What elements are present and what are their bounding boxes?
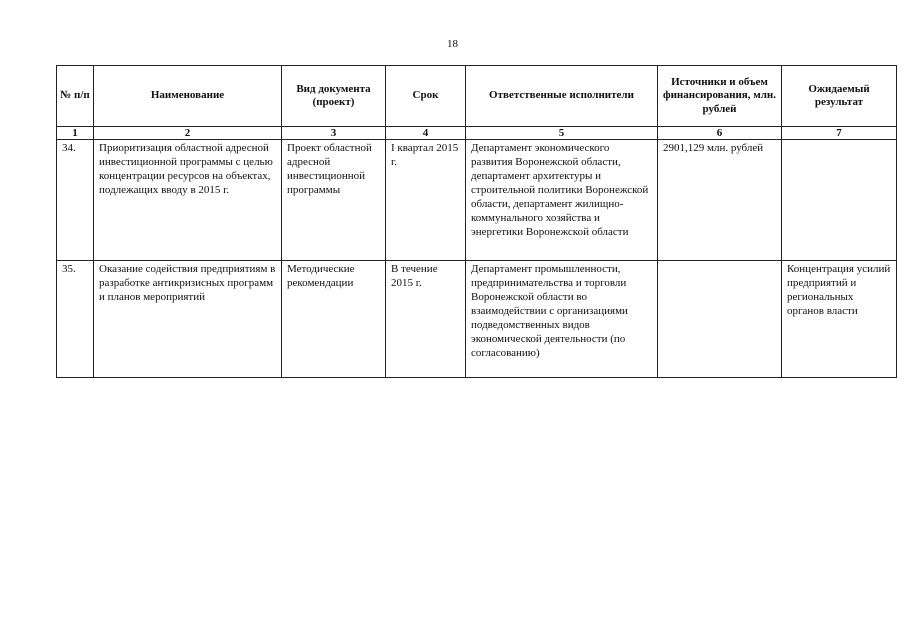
row-term: I квартал 2015 г. (386, 140, 466, 261)
row-result (782, 140, 897, 261)
plan-table (56, 65, 897, 378)
header-row (57, 66, 897, 127)
column-number: 4 (386, 127, 466, 140)
column-number: 1 (57, 127, 94, 140)
row-number: 34. (57, 140, 94, 261)
header-term: Срок (386, 66, 466, 127)
row-result: Концентрация усилий предприятий и региональных органов власти (782, 261, 897, 378)
table-row (57, 140, 897, 261)
page-number: 18 (447, 38, 458, 50)
row-doc-type: Методические рекомендации (282, 261, 386, 378)
row-executors: Департамент экономического развития Воронежской области, департамент архитектуры и строительной политики Воронежской области, департамент жилищно-коммунального хозяйства и энергетики Воронежской области (466, 140, 658, 261)
table-row (57, 261, 897, 378)
column-number: 6 (658, 127, 782, 140)
header-financing: Источники и объем финансирования, млн. рублей (658, 66, 782, 127)
row-doc-type: Проект областной адресной инвестиционной программы (282, 140, 386, 261)
row-name: Приоритизация областной адресной инвестиционной программы с целью концентрации ресурсов на объектах, подлежащих вводу в 2015 г. (94, 140, 282, 261)
row-name: Оказание содействия предприятиям в разработке антикризисных программ и планов мероприятий (94, 261, 282, 378)
row-executors: Департамент промышленности, предпринимательства и торговли Воронежской области во взаимодействии с организациями подведомственных видов экономической деятельности (по согласованию) (466, 261, 658, 378)
row-financing (658, 261, 782, 378)
header-result: Ожидаемый результат (782, 66, 897, 127)
column-number: 5 (466, 127, 658, 140)
column-number: 7 (782, 127, 897, 140)
column-number: 3 (282, 127, 386, 140)
column-number-row (57, 127, 897, 140)
row-term: В течение 2015 г. (386, 261, 466, 378)
header-name: Наименование (94, 66, 282, 127)
header-doc-type: Вид документа (проект) (282, 66, 386, 127)
header-number: № п/п (57, 66, 94, 127)
column-number: 2 (94, 127, 282, 140)
header-executors: Ответственные исполнители (466, 66, 658, 127)
row-financing: 2901,129 млн. рублей (658, 140, 782, 261)
row-number: 35. (57, 261, 94, 378)
